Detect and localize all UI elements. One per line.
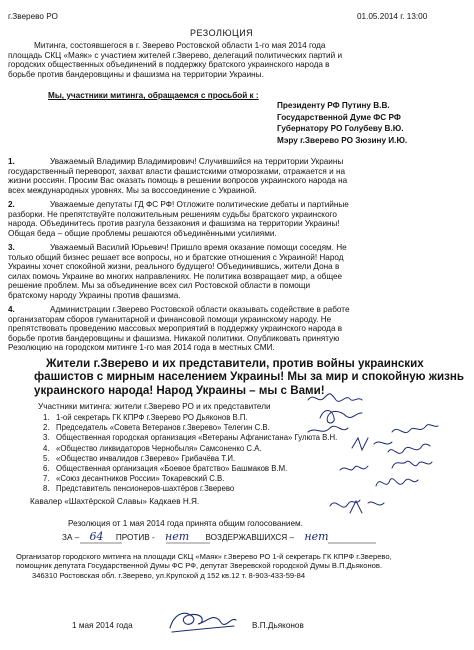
point-line: жизни россиян. Просим Вас оказать помощь в решении вопросов украинского народа на xyxy=(8,176,348,186)
addressee-item: Президенту РФ Путину В.В. xyxy=(277,101,390,110)
vote-for-value: 64 xyxy=(89,530,104,543)
point-number: 3. xyxy=(8,243,15,252)
participant-number: 2. xyxy=(43,423,50,433)
organizer-line: Организатор городского митинга на площади СКЦ «Маяк» г.Зверево РО 1-й секретарь ГК КПРФ г.Зверево, xyxy=(16,552,392,561)
point-line: Уважаемый Василий Юрьевич! Пришло время оказание помощи соседям. Не xyxy=(50,243,347,252)
point-line: народа. Объединитесь против разгула беззакония и фашизма на территории Украины! xyxy=(8,219,340,229)
participant-number: 3. xyxy=(43,433,50,443)
point-line: Резолюцию на городском митинге 1-го мая 2014 года в местных СМИ. xyxy=(8,343,275,353)
participant-number: 5. xyxy=(43,453,50,463)
participant-text: Общественная организация «Боевое братство» Башмаков В.М. xyxy=(56,463,288,473)
vote-statement: Резолюция от 1 мая 2014 года принята общим голосованием. xyxy=(68,519,303,528)
document-title: РЕЗОЛЮЦИЯ xyxy=(190,28,254,38)
organizer-line: помощник депутата Государственной Думы ФС РФ, депутат Зверевской городской Думы В.П.Дьяконов. xyxy=(16,561,383,571)
intro-line: Митинга, состоявшегося в г. Зверево Ростовской области 1-го мая 2014 года xyxy=(34,41,326,50)
point-line: решение проблем. Мы за объединение всех сил Ростовской области в помощи xyxy=(8,281,311,291)
vote-for-label: ЗА – xyxy=(62,533,80,542)
participant-text: Председатель «Совета Ветеранов г.Зверево» Телегин С.В. xyxy=(56,423,270,433)
vote-abstain-value: нет xyxy=(304,530,329,543)
point-line: всех международных уровнях. Мы за воссоединение с Украиной. xyxy=(8,185,257,195)
participant-text: «Союз десантников России» Токаревский С.В. xyxy=(56,474,225,484)
point-line: препятствовать проведению массовых мероприятий в поддержку украинского народа в xyxy=(8,324,343,334)
point-line: силах помочь Украине во многих направлениях. Не политика возвращает мир, а общее xyxy=(8,271,343,281)
slogan-line: Жители г.Зверево и их представители, против войны украинских xyxy=(46,357,424,370)
participant-text: Представитель пенсионеров-шахтёров г.Зверево xyxy=(56,484,235,494)
slogan-line: украинского народа! Народ Украины – мы с Вами! xyxy=(34,383,325,397)
intro-line: площадь СКЦ «Маяк» с участием жителей г.Зверево, делегаций политических партий и xyxy=(8,50,343,60)
participant-number: 1. xyxy=(43,413,50,422)
point-number: 4. xyxy=(8,305,15,314)
point-line: Уважаемый Владимир Владимирович! Случившийся на территории Украины xyxy=(50,157,344,166)
point-line: Администрации г.Зверево Ростовской области оказывать содействие в работе xyxy=(50,305,350,314)
vote-against-label: ПРОТИВ - xyxy=(115,533,155,542)
point-line: Украины хочет спокойной жизни, реального будущего! Объединившись, жители Дона в xyxy=(8,262,340,272)
addressee-item: Государственной Думе ФС РФ xyxy=(277,112,401,122)
participant-text: Общественная городская организация «Ветераны Афганистана» Гулюта В.Н. xyxy=(56,433,338,443)
point-line: борьбе против бандеровщины и фашизма. Никакой политики. Опубликовать принятую xyxy=(8,333,340,343)
point-line: организаторам сборов гуманитарной и финансовой помощи украинскому народу. Не xyxy=(8,314,332,324)
organizer-address: 346310 Ростовская обл. г.Зверево, ул.Крупской д 152 кв.12 т. 8-903-433-59-84 xyxy=(32,570,306,580)
participant-number: 7. xyxy=(43,474,50,484)
point-line: Общая беда – общие проблемы решаются объединёнными усилиями. xyxy=(8,228,277,238)
participant-number: 4. xyxy=(43,443,50,453)
participant-number: 8. xyxy=(43,484,50,494)
datetime-label: 01.05.2014 г. 13:00 xyxy=(357,12,428,21)
participant-item-continuation: Кавалер «Шахтёрской Славы» Кадкаев Н.Я. xyxy=(30,497,200,506)
slogan-line: фашистов с мирным населением Украины! Мы за мир и спокойную жизнь xyxy=(34,370,465,384)
addressee-item: Мэру г.Зверево РО Зюзину И.Ю. xyxy=(277,135,408,145)
participant-text: 1-ой секретарь ГК КПРФ г.Зверево РО Дьяконов В.П. xyxy=(56,413,248,422)
participant-number: 6. xyxy=(43,463,50,473)
signer-name: В.П.Дьяконов xyxy=(252,621,304,630)
appeal-heading: Мы, участники митинга, обращаемся с просьбой к : xyxy=(48,91,259,100)
point-line: Уважаемые депутаты ГД ФС РФ! Отложите политические дебаты и партийные xyxy=(50,200,349,209)
participant-text: «Общество инвалидов г.Зверево» Грибачёва Т.И. xyxy=(56,453,236,463)
point-line: государственный переворот, захват власти фашистскими отморозками, отражается и на xyxy=(8,166,346,176)
vote-abstain-label: ВОЗДЕРЖАВШИХСЯ – xyxy=(205,533,295,542)
participant-text: «Общество ликвидаторов Чернобыля» Самсоненко С.А. xyxy=(56,443,262,453)
place-label: г.Зверево РО xyxy=(8,12,58,21)
point-line: разборки. Не препятствуйте положительным решениям судьбы братского украинского xyxy=(8,209,337,219)
participants-heading: Участники митинга: жители г.Зверево РО и их представители xyxy=(38,402,271,411)
addressee-item: Губернатору РО Голубеву В.Ю. xyxy=(277,124,404,134)
vote-against-value: нет xyxy=(164,530,190,543)
signing-date: 1 мая 2014 года xyxy=(72,621,133,630)
intro-line: городских общественных объединений в поддержку братского украинского народа в xyxy=(8,60,330,70)
point-line: братскому народу Украины против фашизма. xyxy=(8,290,181,300)
point-number: 1. xyxy=(8,157,15,166)
point-line: только общий бизнес решает все вопросы, но и братские отношения с Украиной! Народ xyxy=(8,252,344,262)
intro-line: борьбе против бандеровщины и фашизма на территории Украины. xyxy=(8,69,264,79)
point-number: 2. xyxy=(8,200,15,209)
